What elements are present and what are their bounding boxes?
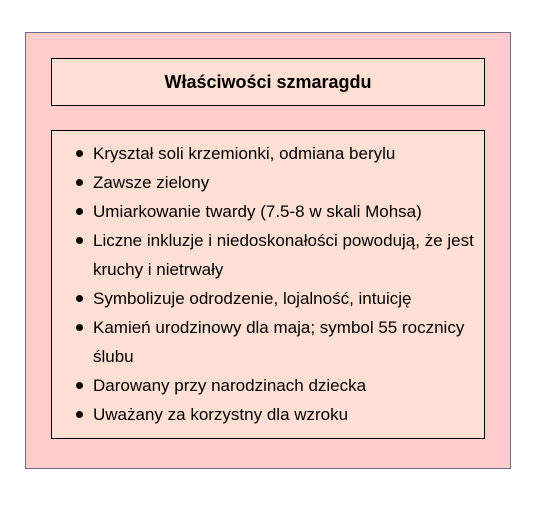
properties-box xyxy=(51,130,485,439)
list-item-text: Uważany za korzystny dla wzroku xyxy=(93,405,349,424)
list-item xyxy=(52,168,484,197)
list-item-text: Umiarkowanie twardy (7.5-8 w skali Mohsa) xyxy=(93,202,422,221)
panel-title: Właściwości szmaragdu xyxy=(164,72,372,92)
list-item-text: Kryształ soli krzemionki, odmiana berylu xyxy=(93,144,396,163)
bullet-icon xyxy=(76,150,83,157)
list-item-text: Liczne inkluzje i niedoskonałości powodują, że jest kruchy i nietrwały xyxy=(93,231,474,279)
bullet-icon xyxy=(76,208,83,215)
title-box xyxy=(51,58,485,106)
list-item xyxy=(52,371,484,400)
list-item-text: Darowany przy narodzinach dziecka xyxy=(93,376,367,395)
bullet-icon xyxy=(76,295,83,302)
bullet-icon xyxy=(76,179,83,186)
list-item xyxy=(52,284,484,313)
list-item xyxy=(52,226,484,284)
list-item xyxy=(52,313,484,371)
list-item-text: Symbolizuje odrodzenie, lojalność, intuicję xyxy=(93,289,412,308)
bullet-icon xyxy=(76,237,83,244)
list-item xyxy=(52,139,484,168)
bullet-icon xyxy=(76,382,83,389)
list-item xyxy=(52,197,484,226)
list-item-text: Kamień urodzinowy dla maja; symbol 55 rocznicy ślubu xyxy=(93,318,465,366)
properties-list xyxy=(52,131,484,429)
list-item xyxy=(52,400,484,429)
bullet-icon xyxy=(76,324,83,331)
list-item-text: Zawsze zielony xyxy=(93,173,210,192)
bullet-icon xyxy=(76,411,83,418)
